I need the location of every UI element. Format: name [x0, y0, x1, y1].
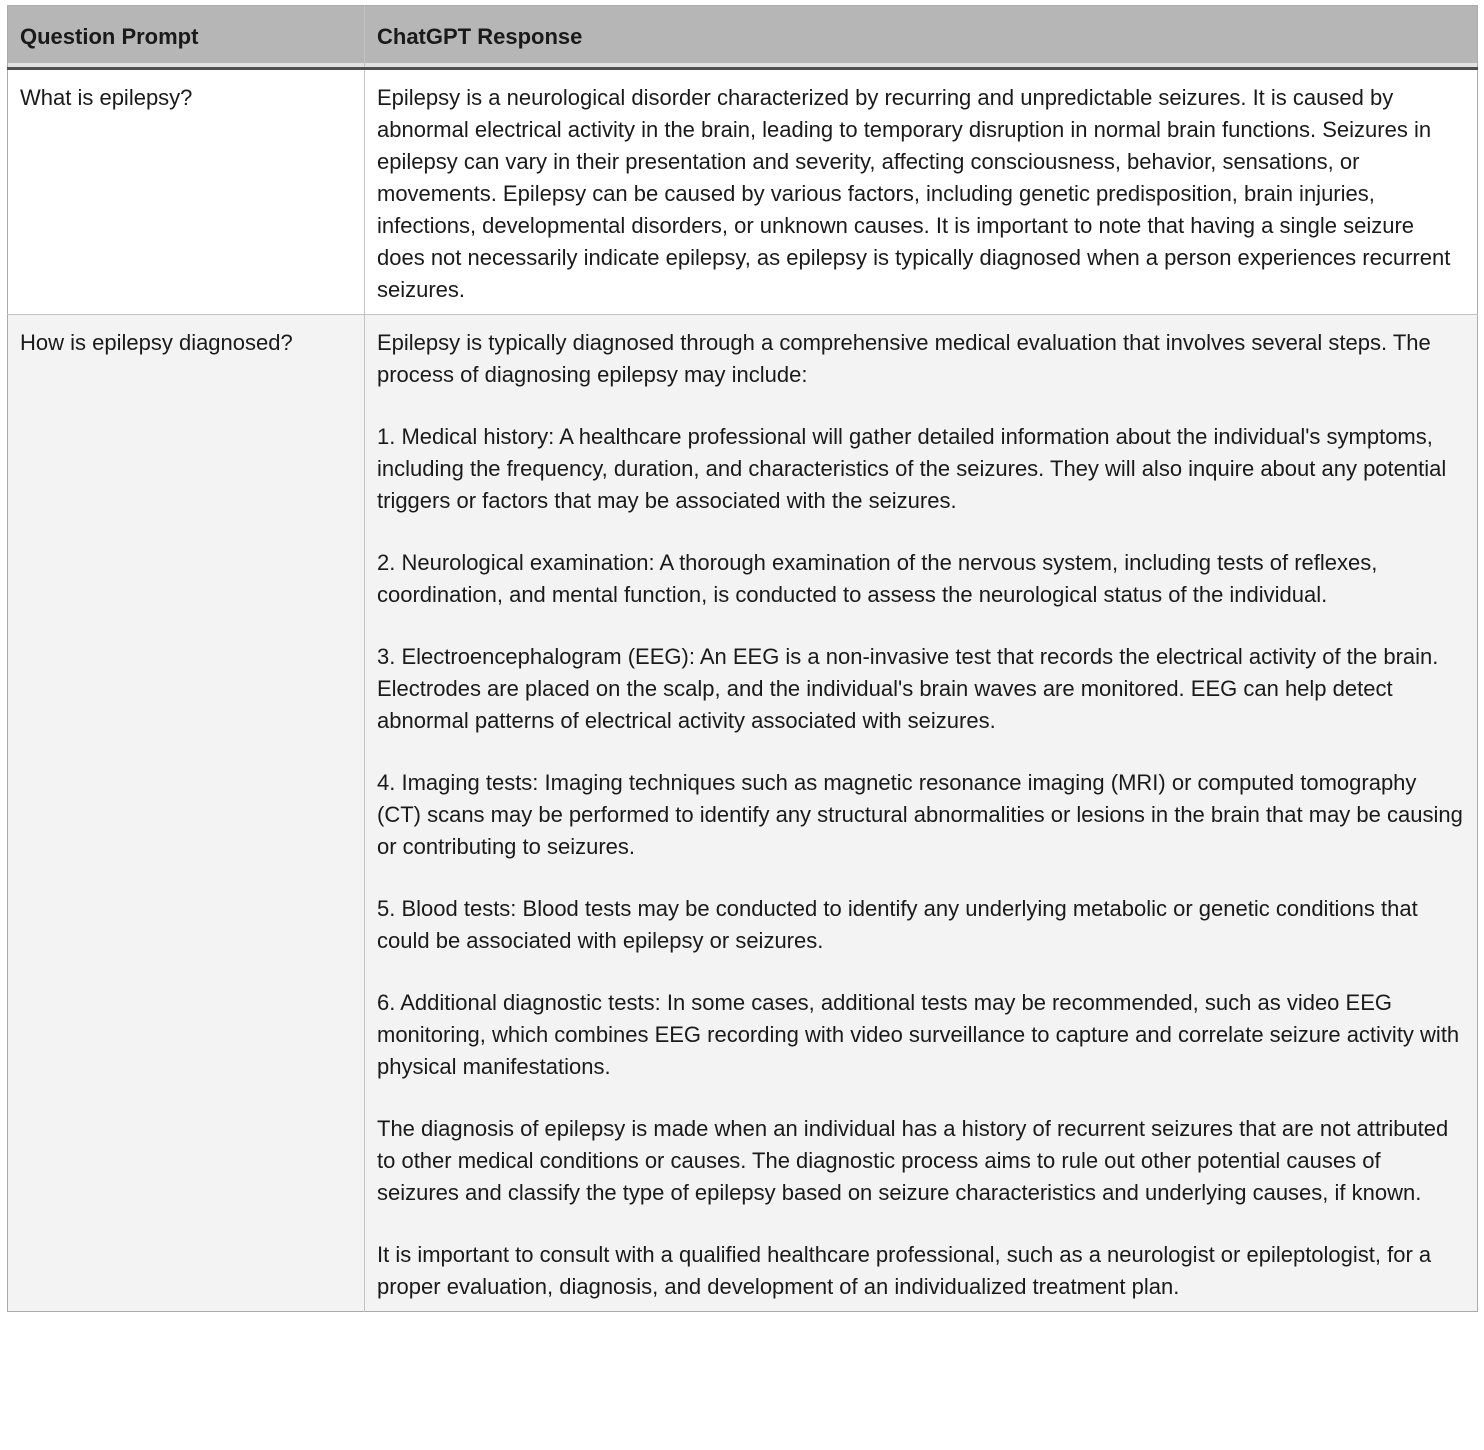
- table-row: [8, 315, 1478, 1312]
- table-body: [8, 69, 1478, 1312]
- chatgpt-response-cell: [365, 69, 1478, 315]
- response-paragraph: Epilepsy is a neurological disorder characterized by recurring and unpredictable seizures. It is caused by abnormal electrical activity in the brain, leading to temporary disruption in normal brain functions. Seizures in epilepsy can vary in their presentation and severity, affecting consciousness, behavior, sensations, or movements. Epilepsy can be caused by various factors, including genetic predisposition, brain injuries, infections, developmental disorders, or unknown causes. It is important to note that having a single seizure does not necessarily indicate epilepsy, as epilepsy is typically diagnosed when a person experiences recurrent seizures.: [377, 85, 1451, 302]
- response-paragraph: 2. Neurological examination: A thorough examination of the nervous system, including tests of reflexes, coordination, and mental function, is conducted to assess the neurological status of the individual.: [377, 550, 1378, 607]
- response-paragraph: It is important to consult with a qualified healthcare professional, such as a neurologist or epileptologist, for a proper evaluation, diagnosis, and development of an individualized treatment plan.: [377, 1242, 1432, 1299]
- response-paragraph: 5. Blood tests: Blood tests may be conducted to identify any underlying metabolic or genetic conditions that could be associated with epilepsy or seizures.: [377, 896, 1418, 953]
- chatgpt-response-cell: [365, 315, 1478, 1312]
- response-paragraph: The diagnosis of epilepsy is made when an individual has a history of recurrent seizures that are not attributed to other medical conditions or causes. The diagnostic process aims to rule out other potential causes of seizures and classify the type of epilepsy based on seizure characteristics and underlying causes, if known.: [377, 1116, 1449, 1205]
- response-paragraph: 4. Imaging tests: Imaging techniques such as magnetic resonance imaging (MRI) or computed tomography (CT) scans may be performed to identify any structural abnormalities or lesions in the brain that may be causing or contributing to seizures.: [377, 770, 1463, 859]
- question-prompt-cell: How is epilepsy diagnosed?: [8, 315, 365, 1312]
- column-header-question-prompt: Question Prompt: [8, 6, 365, 69]
- table-header: [8, 6, 1478, 69]
- response-paragraph: Epilepsy is typically diagnosed through a comprehensive medical evaluation that involves several steps. The process of diagnosing epilepsy may include:: [377, 330, 1431, 387]
- table-row: [8, 69, 1478, 315]
- response-paragraph: 1. Medical history: A healthcare professional will gather detailed information about the individual's symptoms, including the frequency, duration, and characteristics of the seizures. They will also inquire about any potential triggers or factors that may be associated with the seizures.: [377, 424, 1447, 513]
- question-prompt-cell: What is epilepsy?: [20, 85, 193, 110]
- response-paragraph: 3. Electroencephalogram (EEG): An EEG is a non-invasive test that records the electrical activity of the brain. Electrodes are placed on the scalp, and the individual's brain waves are monitored. EEG can help detect abnormal patterns of electrical activity associated with seizures.: [377, 644, 1439, 733]
- qa-table: [7, 5, 1478, 1312]
- response-paragraph: 6. Additional diagnostic tests: In some cases, additional tests may be recommended, such as video EEG monitoring, which combines EEG recording with video surveillance to capture and correlate seizure activity with physical manifestations.: [377, 990, 1460, 1079]
- header-row: [8, 6, 1478, 69]
- column-header-chatgpt-response: ChatGPT Response: [365, 6, 1478, 69]
